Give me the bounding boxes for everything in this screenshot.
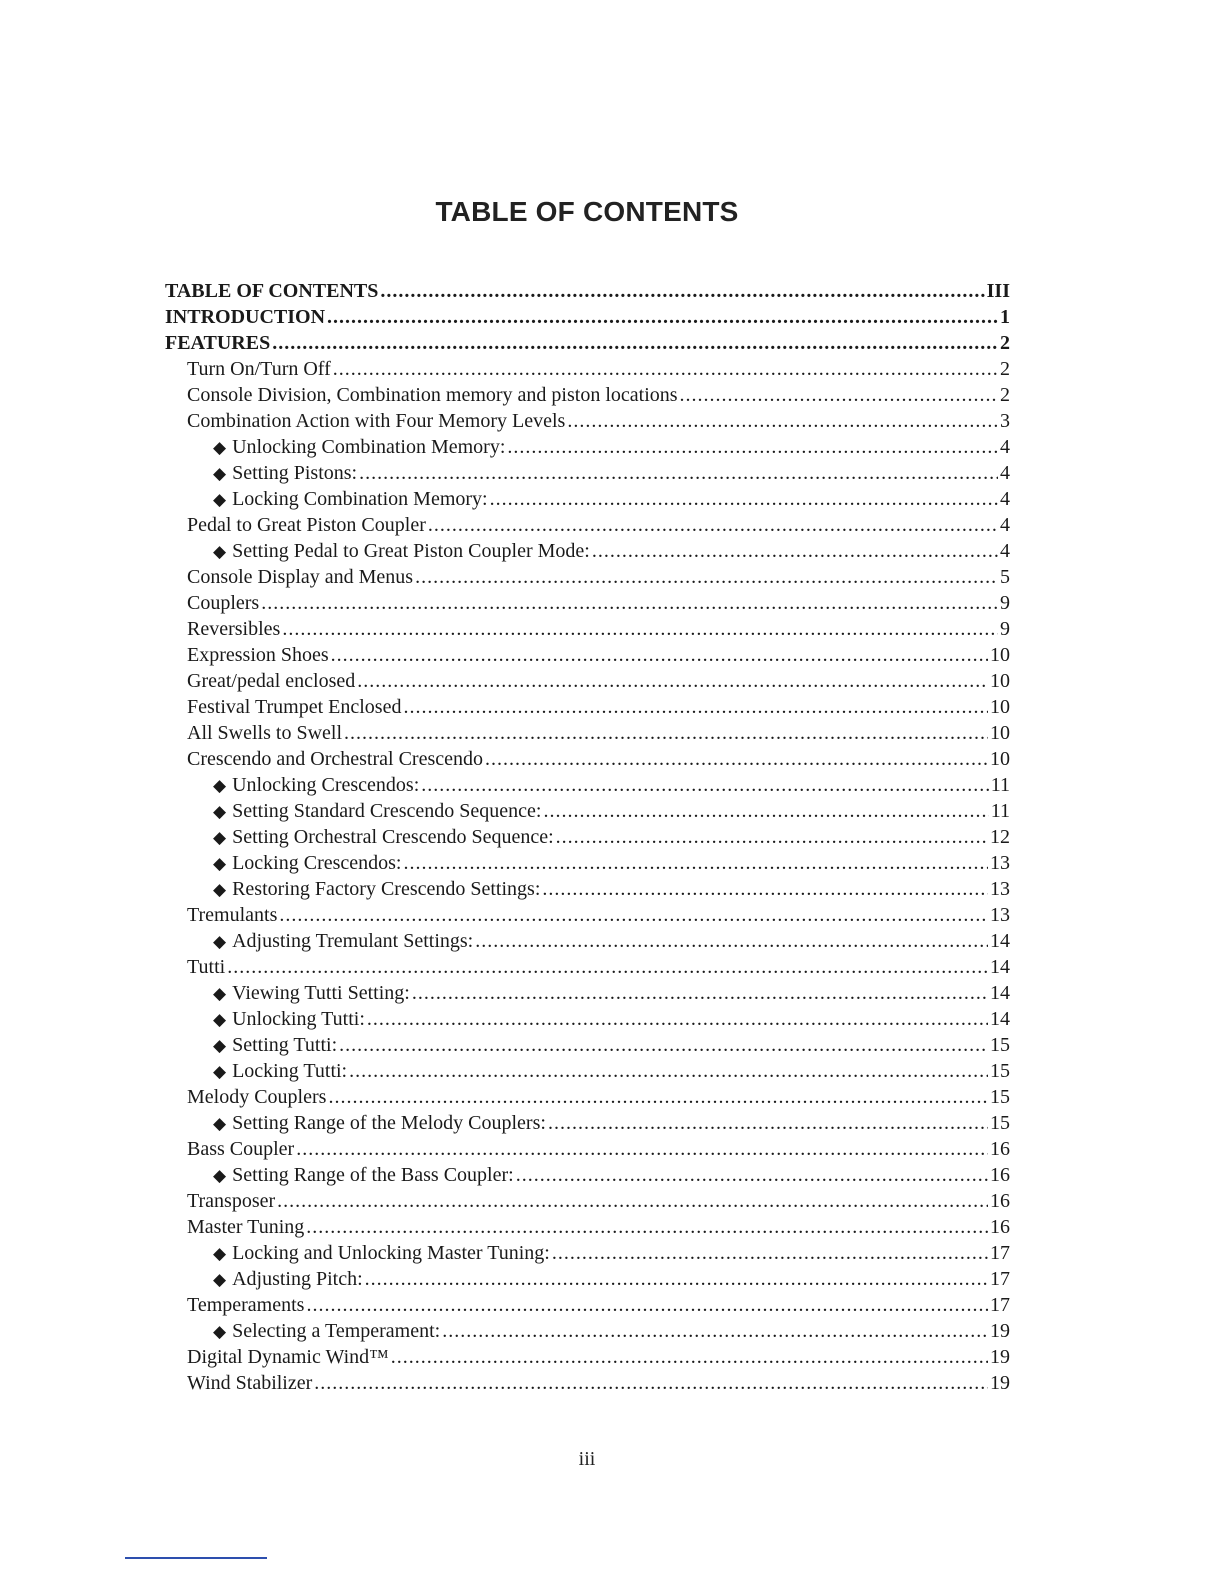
toc-entry[interactable] [165, 1162, 1010, 1188]
dot-leader [507, 434, 998, 460]
toc-entry-label: FEATURES [165, 332, 271, 354]
dot-leader [279, 902, 988, 928]
toc-entry[interactable] [165, 590, 1010, 616]
page-title: TABLE OF CONTENTS [435, 196, 739, 227]
toc-entry[interactable] [165, 746, 1010, 772]
dot-leader [412, 980, 988, 1006]
toc-entry-label: Festival Trumpet Enclosed [187, 696, 402, 718]
dot-leader [415, 564, 998, 590]
dot-leader [272, 330, 998, 356]
toc-entry-label: Restoring Factory Crescendo Settings: [232, 878, 541, 900]
toc-entry-label: Unlocking Crescendos: [232, 774, 420, 796]
toc-entry-page: 15 [990, 1034, 1010, 1056]
toc-entry-label: Console Division, Combination memory and piston locations [187, 384, 678, 406]
toc-entry-page: 1 [1000, 306, 1010, 328]
toc-entry[interactable] [165, 1006, 1010, 1032]
dot-leader [296, 1136, 988, 1162]
toc-entry[interactable] [165, 512, 1010, 538]
toc-entry-page: 3 [1000, 410, 1010, 432]
toc-entry-page: 16 [990, 1190, 1010, 1212]
toc-entry[interactable] [165, 1110, 1010, 1136]
toc-entry[interactable] [165, 902, 1010, 928]
dot-leader [428, 512, 998, 538]
toc-entry-label: Couplers [187, 592, 260, 614]
toc-entry[interactable] [165, 980, 1010, 1006]
dot-leader [349, 1058, 988, 1084]
toc-entry-label: Setting Range of the Bass Coupler: [232, 1164, 514, 1186]
dot-leader [365, 1266, 988, 1292]
diamond-bullet-icon: ◆ [213, 490, 227, 510]
dot-leader [556, 824, 988, 850]
diamond-bullet-icon: ◆ [213, 932, 227, 952]
toc-entry-page: 16 [990, 1138, 1010, 1160]
toc-entry-label: Expression Shoes [187, 644, 329, 666]
toc-entry-label: All Swells to Swell [187, 722, 343, 744]
toc-entry[interactable] [165, 694, 1010, 720]
diamond-bullet-icon: ◆ [213, 1322, 227, 1342]
toc-entry-label: Bass Coupler [187, 1138, 295, 1160]
toc-entry[interactable] [165, 772, 1010, 798]
toc-entry-label: Setting Tutti: [232, 1034, 338, 1056]
toc-entry[interactable] [165, 642, 1010, 668]
toc-entry-page: 10 [990, 748, 1010, 770]
dot-leader [403, 694, 988, 720]
dot-leader [357, 668, 988, 694]
diamond-bullet-icon: ◆ [213, 1036, 227, 1056]
dot-leader [331, 642, 988, 668]
toc-entry[interactable] [165, 278, 1010, 304]
dot-leader [282, 616, 998, 642]
dot-leader [680, 382, 998, 408]
dot-leader [485, 746, 988, 772]
toc-entry[interactable] [165, 720, 1010, 746]
toc-entry-page: 10 [990, 670, 1010, 692]
toc-entry-label: Console Display and Menus [187, 566, 414, 588]
toc-entry-label: Pedal to Great Piston Coupler [187, 514, 426, 536]
toc-entry[interactable] [165, 460, 1010, 486]
toc-entry-label: Locking Tutti: [232, 1060, 348, 1082]
toc-entry-label: Setting Pedal to Great Piston Coupler Mode: [232, 540, 590, 562]
toc-entry-label: Reversibles [187, 618, 281, 640]
diamond-bullet-icon: ◆ [213, 1166, 227, 1186]
dot-leader [592, 538, 998, 564]
dot-leader [380, 278, 984, 304]
footnote-rule [125, 1557, 267, 1559]
toc-entry[interactable] [165, 538, 1010, 564]
toc-entry-label: Unlocking Tutti: [232, 1008, 365, 1030]
toc-entry-page: 10 [990, 696, 1010, 718]
dot-leader [367, 1006, 988, 1032]
dot-leader [567, 408, 998, 434]
toc-entry[interactable] [165, 1084, 1010, 1110]
toc-entry-page: 9 [1000, 618, 1010, 640]
toc-entry-label: Selecting a Temperament: [232, 1320, 441, 1342]
toc-entry-page: 17 [990, 1242, 1010, 1264]
toc-entry[interactable] [165, 850, 1010, 876]
diamond-bullet-icon: ◆ [213, 438, 227, 458]
toc-entry-label: Locking and Unlocking Master Tuning: [232, 1242, 550, 1264]
toc-entry-label: Setting Standard Crescendo Sequence: [232, 800, 542, 822]
toc-entry-page: 5 [1000, 566, 1010, 588]
toc-entry-label: Tremulants [187, 904, 278, 926]
toc-entry-page: 14 [990, 982, 1010, 1004]
toc-entry[interactable] [165, 1188, 1010, 1214]
toc-entry[interactable] [165, 1318, 1010, 1344]
dot-leader [391, 1344, 988, 1370]
toc-entry[interactable] [165, 382, 1010, 408]
toc-entry[interactable] [165, 408, 1010, 434]
toc-entry-label: Wind Stabilizer [187, 1372, 313, 1394]
toc-entry[interactable] [165, 1240, 1010, 1266]
toc-entry[interactable] [165, 1214, 1010, 1240]
toc-entry-page: III [986, 280, 1010, 302]
toc-entry-page: 19 [990, 1320, 1010, 1342]
diamond-bullet-icon: ◆ [213, 802, 227, 822]
toc-entry[interactable] [165, 824, 1010, 850]
toc-entry-page: 13 [990, 904, 1010, 926]
dot-leader [306, 1214, 988, 1240]
toc-entry-page: 11 [990, 800, 1010, 822]
dot-leader [306, 1292, 988, 1318]
toc-entry-page: 4 [1000, 540, 1010, 562]
toc-entry-label: Digital Dynamic Wind™ [187, 1346, 389, 1368]
toc-entry-page: 17 [990, 1294, 1010, 1316]
toc-entry[interactable] [165, 1344, 1010, 1370]
toc-entry-label: Adjusting Tremulant Settings: [232, 930, 474, 952]
toc-entry-label: Locking Crescendos: [232, 852, 402, 874]
toc-entry-label: Master Tuning [187, 1216, 305, 1238]
toc-entry-page: 16 [990, 1216, 1010, 1238]
page-number: iii [578, 1448, 596, 1470]
toc-entry-page: 13 [990, 878, 1010, 900]
toc-entry-label: INTRODUCTION [165, 306, 326, 328]
toc-entry-label: Tutti [187, 956, 226, 978]
toc-entry-page: 19 [990, 1372, 1010, 1394]
toc-entry-page: 2 [1000, 358, 1010, 380]
diamond-bullet-icon: ◆ [213, 1062, 227, 1082]
diamond-bullet-icon: ◆ [213, 542, 227, 562]
toc-entry[interactable] [165, 356, 1010, 382]
dot-leader [490, 486, 998, 512]
dot-leader [552, 1240, 988, 1266]
toc-entry-label: Crescendo and Orchestral Crescendo [187, 748, 483, 770]
toc-entry[interactable] [165, 434, 1010, 460]
toc-entry-page: 14 [990, 956, 1010, 978]
toc-entry-page: 2 [1000, 384, 1010, 406]
dot-leader [359, 460, 998, 486]
toc-entry-label: Locking Combination Memory: [232, 488, 488, 510]
dot-leader [333, 356, 998, 382]
diamond-bullet-icon: ◆ [213, 1244, 227, 1264]
toc-entry-page: 2 [1000, 332, 1010, 354]
diamond-bullet-icon: ◆ [213, 1270, 227, 1290]
diamond-bullet-icon: ◆ [213, 854, 227, 874]
dot-leader [328, 1084, 988, 1110]
diamond-bullet-icon: ◆ [213, 828, 227, 848]
toc-entry[interactable] [165, 1032, 1010, 1058]
dot-leader [227, 954, 988, 980]
toc-entry-page: 10 [990, 722, 1010, 744]
diamond-bullet-icon: ◆ [213, 880, 227, 900]
dot-leader [277, 1188, 988, 1214]
dot-leader [442, 1318, 988, 1344]
toc-entry-page: 14 [990, 930, 1010, 952]
toc-entry-page: 15 [990, 1086, 1010, 1108]
diamond-bullet-icon: ◆ [213, 984, 227, 1004]
toc-entry[interactable] [165, 486, 1010, 512]
toc-entry-page: 11 [990, 774, 1010, 796]
toc-entry-page: 9 [1000, 592, 1010, 614]
dot-leader [548, 1110, 988, 1136]
toc-entry-page: 4 [1000, 488, 1010, 510]
toc-entry[interactable] [165, 1292, 1010, 1318]
toc-entry[interactable] [165, 1370, 1010, 1396]
toc-entry-page: 10 [990, 644, 1010, 666]
toc-entry-page: 15 [990, 1060, 1010, 1082]
dot-leader [543, 798, 988, 824]
toc-entry-page: 4 [1000, 436, 1010, 458]
diamond-bullet-icon: ◆ [213, 464, 227, 484]
toc-entry-label: Setting Range of the Melody Couplers: [232, 1112, 546, 1134]
toc-entry-label: Setting Orchestral Crescendo Sequence: [232, 826, 554, 848]
toc-entry[interactable] [165, 928, 1010, 954]
toc-entry[interactable] [165, 876, 1010, 902]
toc-entry-label: Combination Action with Four Memory Levels [187, 410, 566, 432]
toc-entry-label: Transposer [187, 1190, 276, 1212]
toc-entry-label: Setting Pistons: [232, 462, 358, 484]
toc-entry[interactable] [165, 1136, 1010, 1162]
toc-entry[interactable] [165, 1058, 1010, 1084]
toc-entry-label: Melody Couplers [187, 1086, 327, 1108]
toc-entry-label: Temperaments [187, 1294, 305, 1316]
dot-leader [344, 720, 988, 746]
toc-entry[interactable] [165, 304, 1010, 330]
toc-entry[interactable] [165, 798, 1010, 824]
dot-leader [421, 772, 988, 798]
toc-entry-label: Adjusting Pitch: [232, 1268, 363, 1290]
table-of-contents [165, 278, 1010, 1396]
dot-leader [516, 1162, 988, 1188]
toc-entry[interactable] [165, 954, 1010, 980]
toc-entry-page: 16 [990, 1164, 1010, 1186]
toc-entry-label: TABLE OF CONTENTS [165, 280, 379, 302]
toc-entry-page: 4 [1000, 462, 1010, 484]
diamond-bullet-icon: ◆ [213, 1010, 227, 1030]
toc-entry[interactable] [165, 668, 1010, 694]
toc-entry[interactable] [165, 1266, 1010, 1292]
diamond-bullet-icon: ◆ [213, 776, 227, 796]
dot-leader [327, 304, 998, 330]
diamond-bullet-icon: ◆ [213, 1114, 227, 1134]
toc-entry[interactable] [165, 616, 1010, 642]
dot-leader [339, 1032, 988, 1058]
dot-leader [403, 850, 988, 876]
dot-leader [542, 876, 988, 902]
toc-entry-page: 17 [990, 1268, 1010, 1290]
dot-leader [475, 928, 988, 954]
toc-entry[interactable] [165, 330, 1010, 356]
toc-entry-page: 14 [990, 1008, 1010, 1030]
toc-entry-label: Unlocking Combination Memory: [232, 436, 506, 458]
toc-entry-label: Great/pedal enclosed [187, 670, 356, 692]
toc-entry-page: 12 [990, 826, 1010, 848]
toc-entry-page: 19 [990, 1346, 1010, 1368]
toc-entry-page: 13 [990, 852, 1010, 874]
dot-leader [261, 590, 998, 616]
toc-entry-page: 4 [1000, 514, 1010, 536]
dot-leader [314, 1370, 988, 1396]
toc-entry-label: Viewing Tutti Setting: [232, 982, 410, 1004]
toc-entry-label: Turn On/Turn Off [187, 358, 331, 380]
toc-entry-page: 15 [990, 1112, 1010, 1134]
toc-entry[interactable] [165, 564, 1010, 590]
